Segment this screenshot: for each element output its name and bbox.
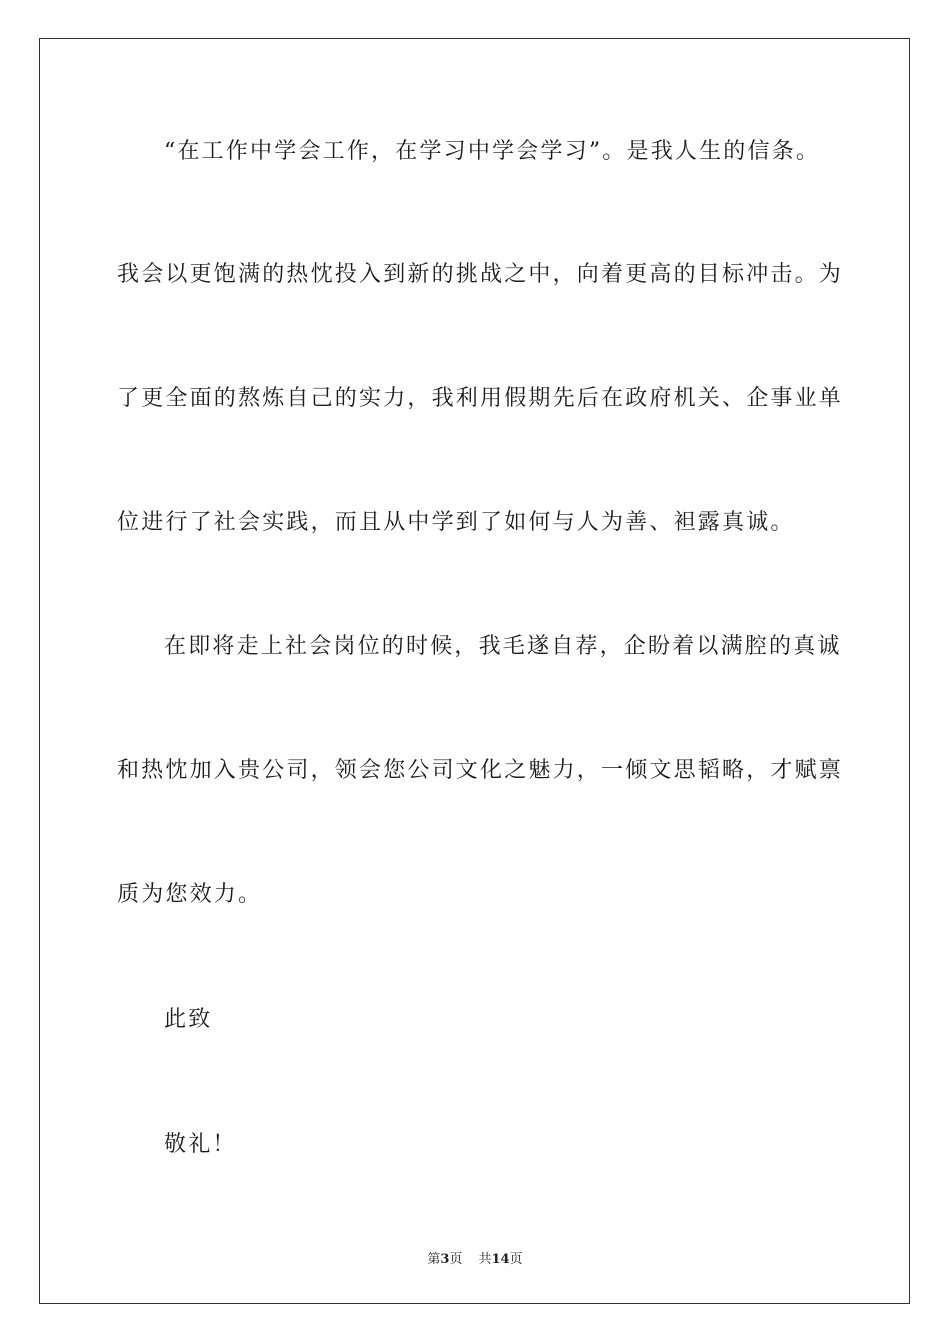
text-line-6: 和热忱加入贵公司，领会您公司文化之魅力，一倾文思韬略，才赋禀 <box>117 758 844 783</box>
text-line-1: “在工作中学会工作，在学习中学会学习”。是我人生的信条。 <box>164 139 821 164</box>
text-line-5: 在即将走上社会岗位的时候，我毛遂自荐，企盼着以满腔的真诚 <box>164 634 842 659</box>
closing-regards: 敬礼！ <box>164 1132 237 1157</box>
page-label-prefix: 第 <box>427 1252 441 1267</box>
text-line-3: 了更全面的熬炼自己的实力，我利用假期先后在政府机关、企事业单 <box>117 386 844 411</box>
closing-salutation: 此致 <box>164 1007 213 1032</box>
total-label-suffix: 页 <box>509 1252 523 1267</box>
text-line-2: 我会以更饱满的热忱投入到新的挑战之中，向着更高的目标冲击。为 <box>117 262 844 287</box>
page-number: 3 <box>440 1252 450 1267</box>
total-pages: 14 <box>491 1252 510 1267</box>
total-label-prefix: 共 <box>478 1252 492 1267</box>
text-line-7: 质为您效力。 <box>117 882 263 907</box>
page-footer <box>0 1248 950 1267</box>
page-border <box>39 38 910 1304</box>
page-label-suffix: 页 <box>449 1252 463 1267</box>
text-line-4: 位进行了社会实践，而且从中学到了如何与人为善、袒露真诚。 <box>117 510 795 535</box>
